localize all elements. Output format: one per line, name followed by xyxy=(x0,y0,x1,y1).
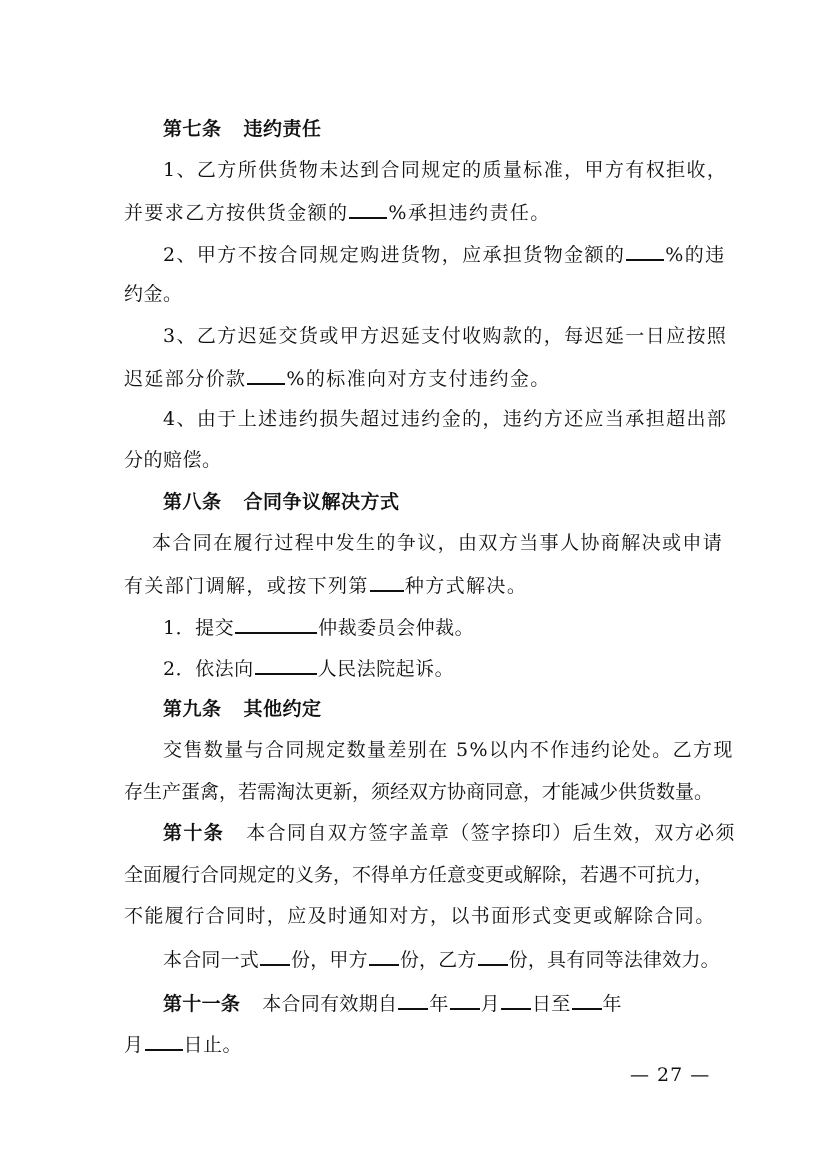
article-8-number: 第八条 xyxy=(163,491,222,513)
text-segment: 人民法院起诉。 xyxy=(317,658,455,680)
text-segment: 本合同有效期自 xyxy=(262,993,398,1015)
fill-blank xyxy=(369,946,399,966)
text-segment: 本合同自双方签字盖章（签字捺印）后生效，双方必须 xyxy=(246,822,736,844)
article-10-line-3: 不能履行合同时，应及时通知对方，以书面形式变更或解除合同。 xyxy=(124,905,716,927)
text-segment: 有关部门调解，或按下列第 xyxy=(124,575,369,597)
fill-blank xyxy=(145,1031,183,1051)
text-segment: 1．提交 xyxy=(163,617,235,639)
fill-blank xyxy=(260,946,290,966)
article-7-clause-2-line-1 xyxy=(163,241,726,267)
fill-blank xyxy=(478,946,508,966)
fill-blank xyxy=(398,990,428,1010)
page-number: — 27 — xyxy=(630,1064,711,1086)
article-11-number: 第十一条 xyxy=(163,993,241,1015)
article-7-clause-2-line-2: 约金。 xyxy=(124,283,183,305)
article-10-number: 第十条 xyxy=(163,822,225,844)
text-segment: 本合同一式 xyxy=(163,949,260,971)
fill-blank xyxy=(450,990,480,1010)
text-segment: 日至 xyxy=(531,993,571,1015)
article-9-heading xyxy=(163,697,704,721)
article-10-line-2: 全面履行合同规定的义务，不得单方任意变更或解除，若遇不可抗力， xyxy=(124,864,714,886)
fill-blank xyxy=(235,614,317,634)
article-7-clause-3-line-2 xyxy=(124,365,704,391)
article-7-clause-3-line-1: 3、乙方迟延交货或甲方迟延支付收购款的，每迟延一日应按照 xyxy=(163,325,728,347)
article-8-option-1 xyxy=(163,614,704,640)
article-7-clause-1-line-1: 1、乙方所供货物未达到合同规定的质量标准，甲方有权拒收， xyxy=(163,159,728,181)
article-9-number: 第九条 xyxy=(163,698,222,720)
article-10-line-1 xyxy=(163,821,736,845)
fill-blank xyxy=(247,365,285,385)
article-7-clause-4-line-2: 分的赔偿。 xyxy=(124,449,222,471)
fill-blank xyxy=(255,655,317,675)
text-segment: %的标准向对方支付违约金。 xyxy=(286,368,551,390)
text-segment: 年 xyxy=(602,993,622,1015)
article-7-title: 违约责任 xyxy=(243,118,322,140)
fill-blank xyxy=(572,990,602,1010)
article-7-heading xyxy=(163,117,704,141)
text-segment: %承担违约责任。 xyxy=(388,202,551,224)
article-8-paragraph-line-2 xyxy=(124,572,704,598)
text-segment: 份，乙方 xyxy=(399,949,477,971)
article-8-paragraph-line-1: 本合同在履行过程中发生的争议，由双方当事人协商解决或申请 xyxy=(152,532,724,554)
text-segment: %的违 xyxy=(665,244,726,266)
fill-blank xyxy=(349,199,387,219)
text-segment: 2、甲方不按合同规定购进货物，应承担货物金额的 xyxy=(163,244,626,266)
text-segment: 仲裁委员会仲裁。 xyxy=(318,617,475,639)
text-segment: 并要求乙方按供货金额的 xyxy=(124,202,349,224)
article-9-title: 其他约定 xyxy=(243,698,322,720)
text-segment: 迟延部分价款 xyxy=(124,368,247,390)
text-segment: 月 xyxy=(124,1034,144,1056)
text-segment: 份，具有同等法律效力。 xyxy=(508,949,720,971)
fill-blank xyxy=(501,990,531,1010)
article-9-paragraph-line-1: 交售数量与合同规定数量差别在 5%以内不作违约论处。乙方现 xyxy=(163,739,734,761)
article-8-option-2 xyxy=(163,655,704,681)
article-7-clause-4-line-1: 4、由于上述违约损失超过违约金的，违约方还应当承担超出部 xyxy=(163,408,728,430)
article-9-paragraph-line-2: 存生产蛋禽，若需淘汰更新，须经双方协商同意，才能减少供货数量。 xyxy=(124,781,714,803)
article-10-copies-line xyxy=(163,946,720,972)
article-11-line-2 xyxy=(124,1031,704,1057)
article-7-number: 第七条 xyxy=(163,118,222,140)
text-segment: 种方式解决。 xyxy=(404,575,528,597)
article-8-title: 合同争议解决方式 xyxy=(243,491,400,513)
text-segment: 份，甲方 xyxy=(291,949,368,971)
fill-blank xyxy=(370,572,404,592)
text-segment: 年 xyxy=(429,993,449,1015)
article-8-heading xyxy=(163,490,704,514)
fill-blank xyxy=(626,241,664,261)
text-segment: 月 xyxy=(480,993,500,1015)
article-7-clause-1-line-2 xyxy=(124,199,704,225)
text-segment: 2．依法向 xyxy=(163,658,254,680)
article-11-line-1 xyxy=(163,990,704,1016)
text-segment: 日止。 xyxy=(183,1034,243,1056)
